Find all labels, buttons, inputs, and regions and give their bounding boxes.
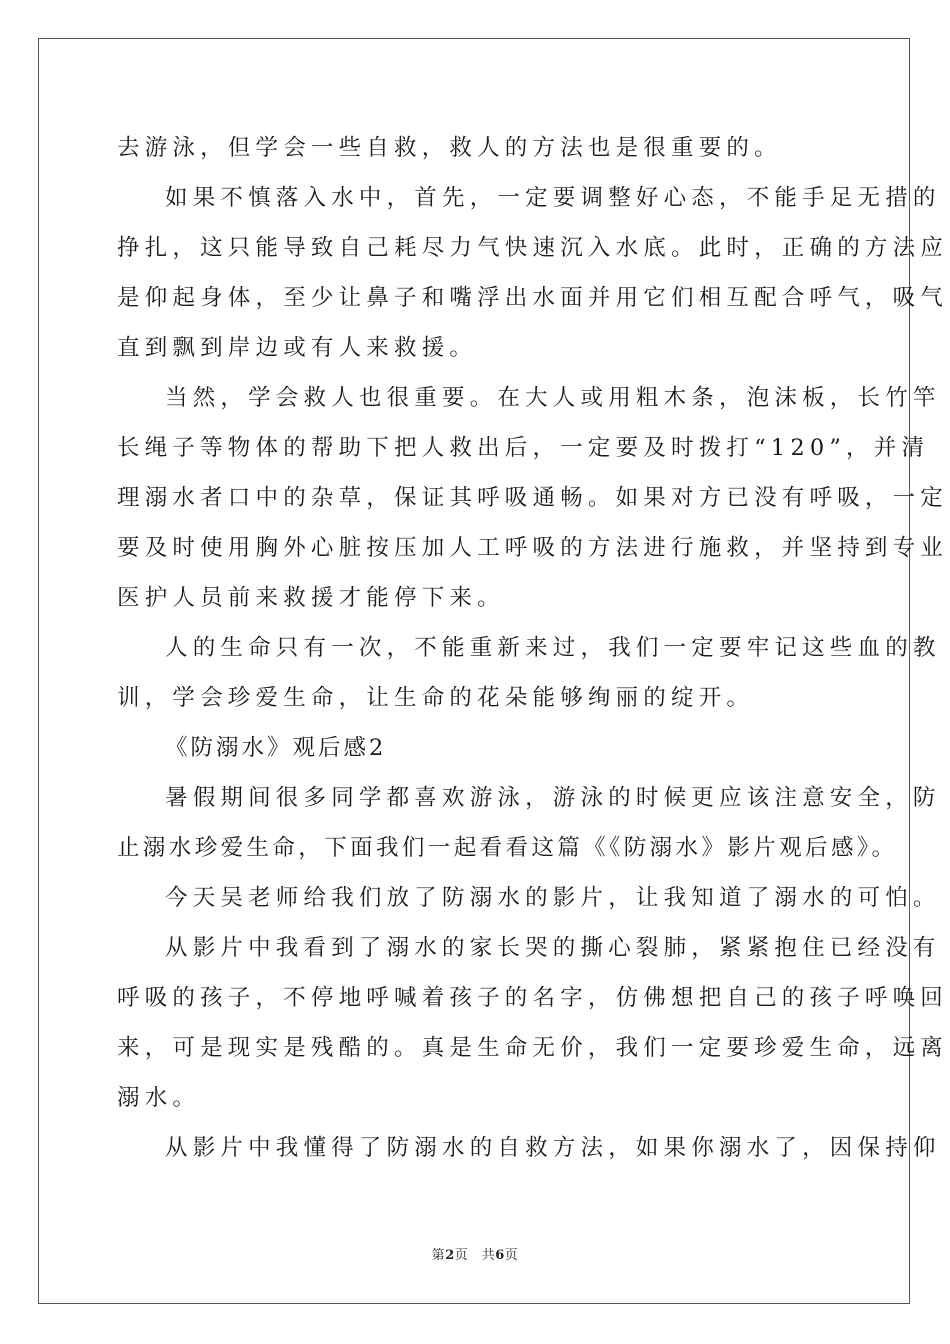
text-line: 去游泳，但学会一些自救，救人的方法也是很重要的。 bbox=[117, 135, 782, 161]
current-page-number: 2 bbox=[445, 1248, 455, 1263]
text-line: 是仰起身体，至少让鼻子和嘴浮出水面并用它们相互配合呼气，吸气 bbox=[117, 285, 949, 311]
text-line: 从影片中我看到了溺水的家长哭的撕心裂肺，紧紧抱住已经没有 bbox=[165, 935, 941, 961]
footer-prefix: 第 bbox=[431, 1248, 446, 1263]
text-line: 直到飘到岸边或有人来救援。 bbox=[117, 335, 478, 361]
text-line: 理溺水者口中的杂草，保证其呼吸通畅。如果对方已没有呼吸，一定 bbox=[117, 485, 949, 511]
text-line: 训，学会珍爱生命，让生命的花朵能够绚丽的绽开。 bbox=[117, 685, 755, 711]
footer-mid: 页 共 bbox=[454, 1248, 496, 1263]
text-line: 当然，学会救人也很重要。在大人或用粗木条，泡沫板，长竹竿 bbox=[165, 385, 941, 411]
total-page-count: 6 bbox=[495, 1248, 505, 1263]
page-footer bbox=[0, 1248, 950, 1264]
text-line: 溺水。 bbox=[117, 1085, 201, 1111]
text-line: 长绳子等物体的帮助下把人救出后，一定要及时拨打“120”，并清 bbox=[117, 435, 930, 461]
text-line: 人的生命只有一次，不能重新来过，我们一定要牢记这些血的教 bbox=[165, 635, 941, 661]
text-line: 要及时使用胸外心脏按压加人工呼吸的方法进行施救，并坚持到专业 bbox=[117, 535, 949, 561]
text-line: 从影片中我懂得了防溺水的自救方法，如果你溺水了，因保持仰 bbox=[165, 1135, 941, 1161]
page-border bbox=[38, 38, 910, 1304]
text-line: 暑假期间很多同学都喜欢游泳，游泳的时候更应该注意安全，防 bbox=[165, 785, 941, 811]
text-line: 呼吸的孩子，不停地呼喊着孩子的名字，仿佛想把自己的孩子呼唤回 bbox=[117, 985, 949, 1011]
text-line: 如果不慎落入水中，首先，一定要调整好心态，不能手足无措的 bbox=[165, 185, 941, 211]
section-title: 《防溺水》观后感2 bbox=[165, 735, 387, 761]
text-line: 医护人员前来救援才能停下来。 bbox=[117, 585, 505, 611]
footer-suffix: 页 bbox=[504, 1248, 519, 1263]
text-line: 来，可是现实是残酷的。真是生命无价，我们一定要珍爱生命，远离 bbox=[117, 1035, 949, 1061]
text-line: 今天吴老师给我们放了防溺水的影片，让我知道了溺水的可怕。 bbox=[165, 885, 941, 911]
text-line: 挣扎，这只能导致自己耗尽力气快速沉入水底。此时，正确的方法应 bbox=[117, 235, 949, 261]
text-line: 止溺水珍爱生命，下面我们一起看看这篇《《防溺水》影片观后感》。 bbox=[117, 835, 898, 861]
